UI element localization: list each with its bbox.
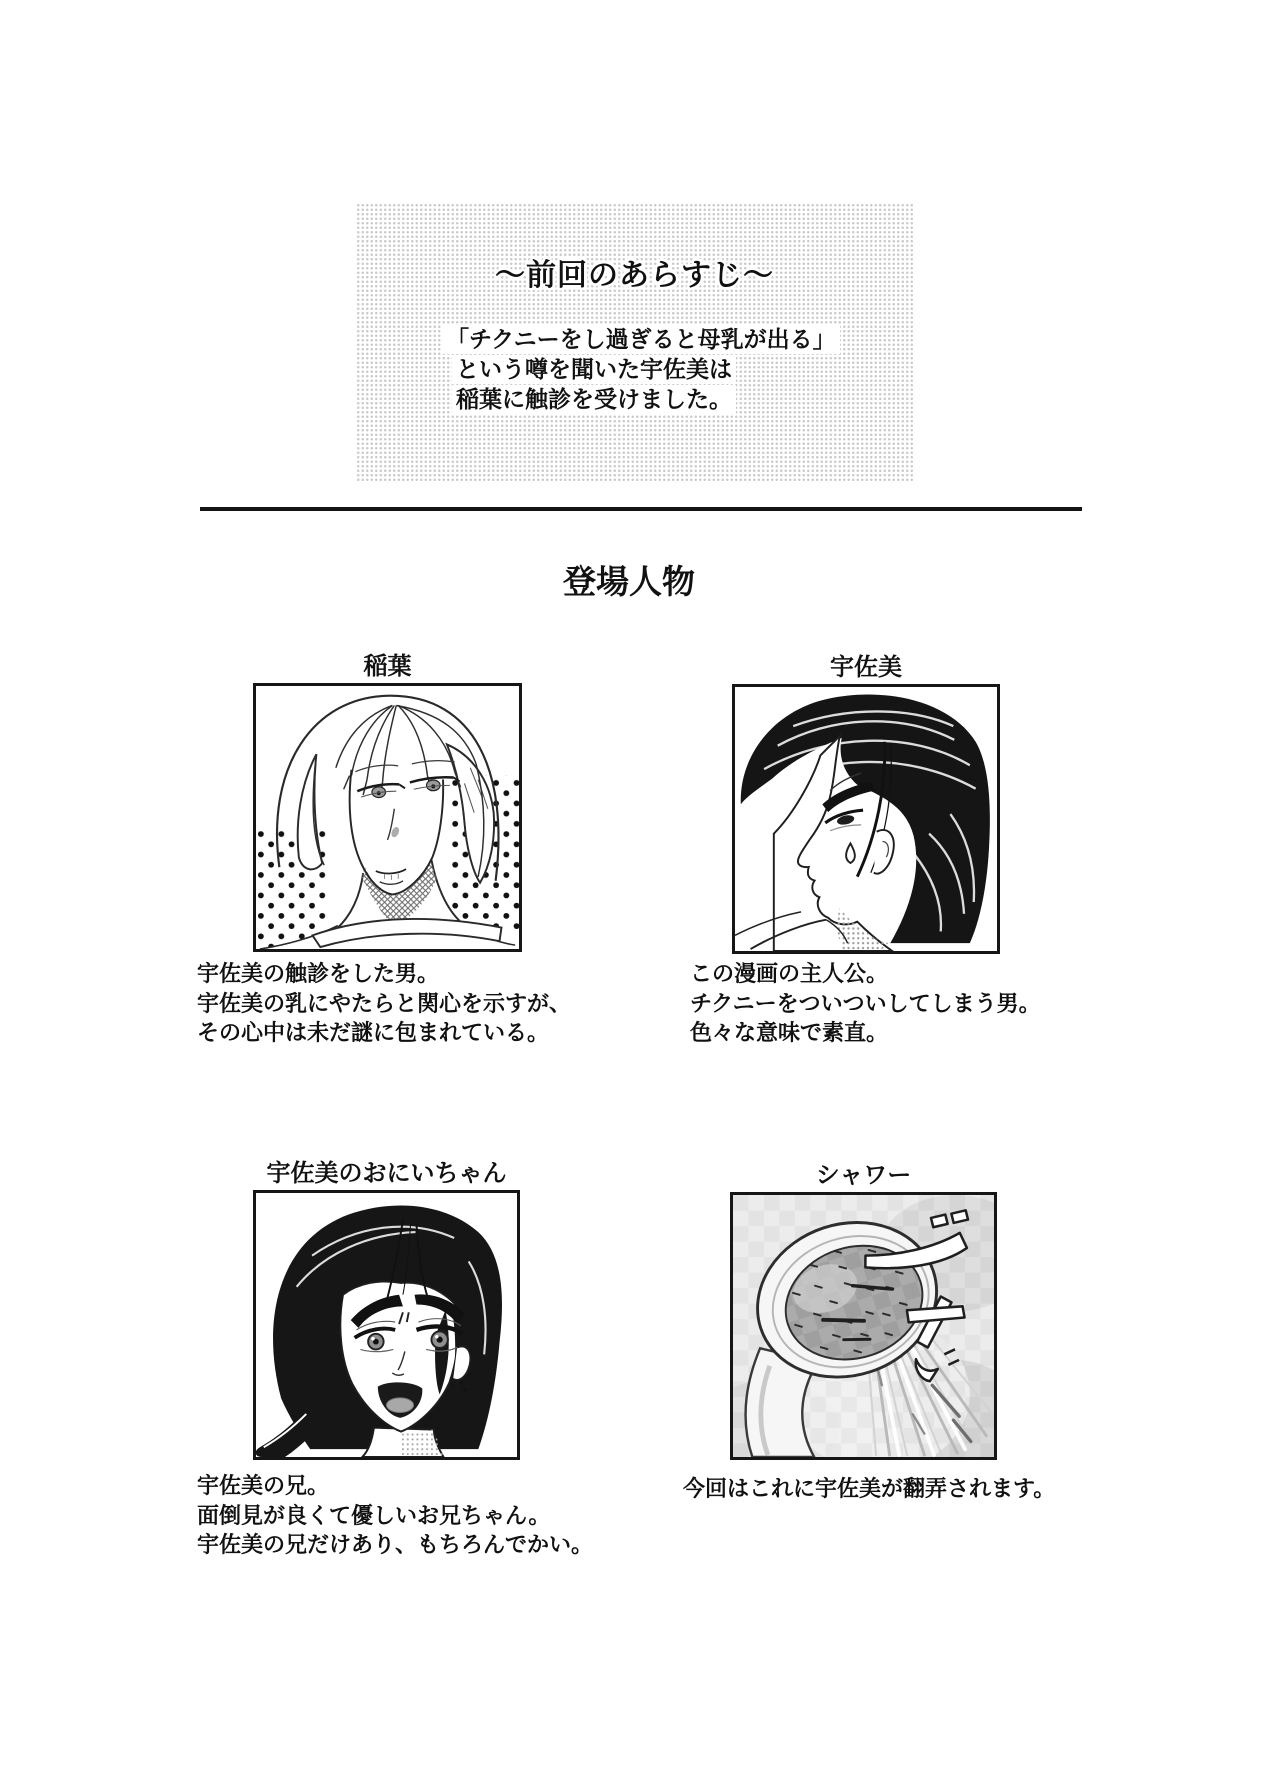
desc-line: 今回はこれに宇佐美が翻弄されます。 bbox=[683, 1476, 1056, 1501]
character-name-usami: 宇佐美 bbox=[830, 654, 902, 681]
desc-line: チクニーをついついしてしまう男。 bbox=[690, 990, 1041, 1016]
summary-line: という噂を聞いた宇佐美は bbox=[452, 355, 736, 384]
desc-line: その心中は未だ謎に包まれている。 bbox=[197, 1020, 550, 1045]
section-divider bbox=[200, 507, 1082, 511]
summary-line: 稲葉に触診を受けました。 bbox=[452, 385, 736, 414]
character-name-shower: シャワー bbox=[815, 1162, 912, 1189]
summary-title: 〜前回のあらすじ〜 bbox=[495, 259, 774, 292]
summary-line: 「チクニーをし過ぎると母乳が出る」 bbox=[442, 325, 840, 354]
desc-line: 色々な意味で素直。 bbox=[690, 1020, 889, 1045]
desc-line: 宇佐美の兄だけあり、もちろんでかい。 bbox=[197, 1532, 594, 1557]
character-desc-usami bbox=[690, 959, 1041, 1048]
character-card-inaba bbox=[253, 653, 522, 952]
character-desc-inaba bbox=[197, 959, 571, 1048]
previous-summary-box bbox=[356, 203, 913, 483]
portrait-inaba bbox=[253, 683, 522, 952]
portrait-shower bbox=[730, 1192, 997, 1460]
desc-line: 宇佐美の触診をした男。 bbox=[197, 961, 440, 986]
desc-line: 宇佐美の乳にやたらと関心を示すが、 bbox=[197, 990, 572, 1016]
character-desc-brother bbox=[197, 1471, 593, 1560]
character-name-brother: 宇佐美のおにいちゃん bbox=[266, 1160, 507, 1187]
character-card-shower bbox=[730, 1162, 997, 1460]
inaba-illustration bbox=[256, 686, 519, 949]
character-card-usami bbox=[732, 654, 1000, 954]
desc-line: 宇佐美の兄。 bbox=[197, 1473, 330, 1498]
brother-illustration bbox=[256, 1193, 517, 1457]
usami-illustration bbox=[735, 687, 997, 951]
summary-text bbox=[446, 325, 840, 415]
portrait-brother bbox=[253, 1190, 520, 1460]
desc-line: この漫画の主人公。 bbox=[690, 961, 889, 986]
shower-illustration bbox=[733, 1195, 994, 1457]
desc-line: 面倒見が良くて優しいお兄ちゃん。 bbox=[197, 1502, 551, 1528]
character-card-brother bbox=[253, 1160, 520, 1460]
character-name-inaba: 稲葉 bbox=[363, 653, 412, 680]
characters-heading: 登場人物 bbox=[563, 563, 695, 600]
portrait-usami bbox=[732, 684, 1000, 954]
character-desc-shower bbox=[683, 1474, 1055, 1504]
